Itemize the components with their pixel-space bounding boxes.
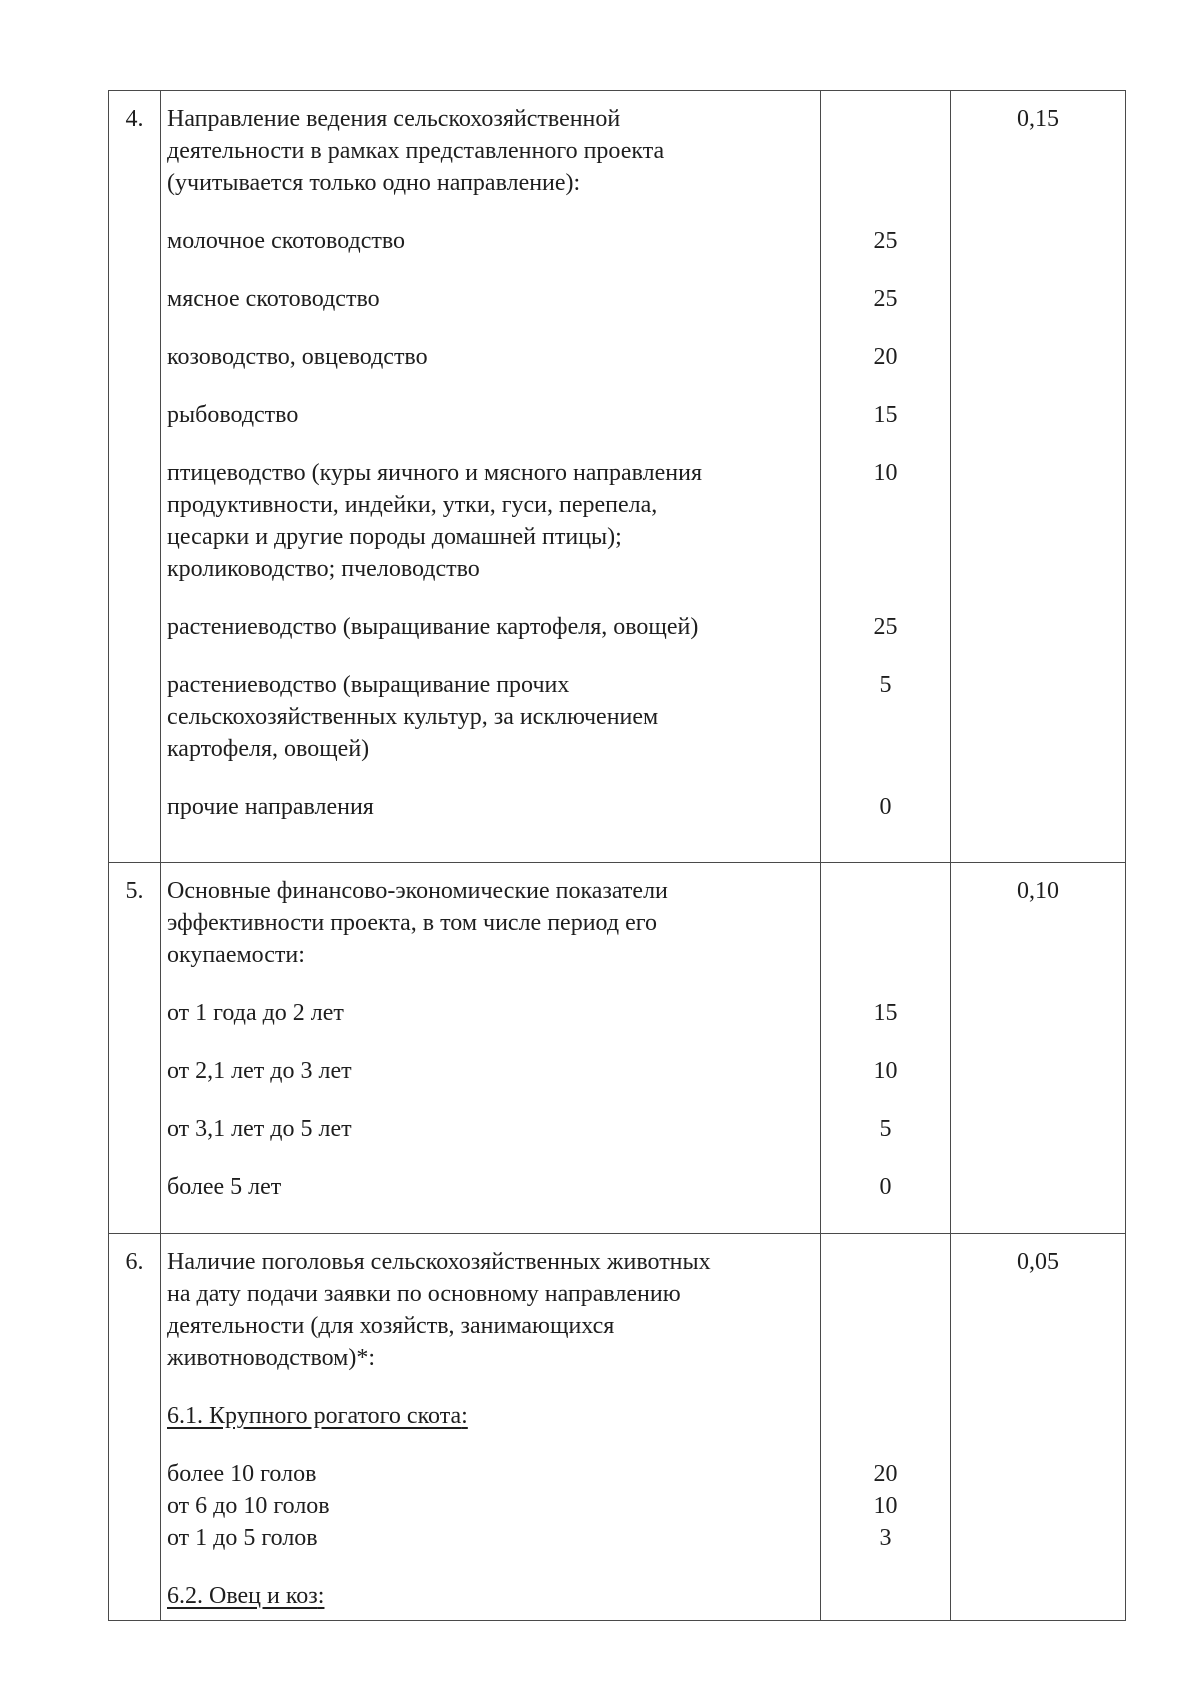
subsection-title: 6.1. Крупного рогатого скота: [167, 1403, 462, 1429]
option-score: 25: [873, 286, 898, 312]
criterion-heading-line: Направление ведения сельскохозяйственной: [167, 106, 621, 132]
row-number: 6.: [109, 1234, 161, 1621]
criterion-heading-line: Наличие поголовья сельскохозяйственных животных: [167, 1249, 711, 1275]
criterion-weight: 0,05: [951, 1234, 1126, 1621]
subsection-heading: [167, 1400, 812, 1432]
option-text: цесарки и другие породы домашней птицы);: [167, 524, 622, 550]
option-score: 25: [873, 614, 898, 640]
option-text: кролиководство; пчеловодство: [167, 556, 480, 582]
criterion-heading-line: окупаемости:: [167, 942, 305, 968]
option-text: от 6 до 10 голов: [167, 1493, 330, 1519]
criterion-row-4: [109, 91, 1126, 863]
option-text: от 1 года до 2 лет: [167, 1000, 344, 1026]
subsection-title: 6.2. Овец и коз: [167, 1583, 318, 1609]
option-score: 25: [873, 228, 898, 254]
subsection-colon: :: [317, 1583, 325, 1609]
criterion-weight: 0,15: [951, 91, 1126, 863]
option-score: 10: [873, 460, 898, 486]
criterion-heading-line: животноводством)*:: [167, 1345, 375, 1371]
option-score: 3: [879, 1525, 892, 1551]
option-text: от 3,1 лет до 5 лет: [167, 1116, 352, 1142]
criterion-heading-line: деятельности в рамках представленного проекта: [167, 138, 665, 164]
criterion-heading-line: деятельности (для хозяйств, занимающихся: [167, 1313, 615, 1339]
option-score: 0: [879, 794, 892, 820]
criterion-text: [161, 91, 821, 863]
criterion-heading-line: эффективности проекта, в том числе период его: [167, 910, 657, 936]
option-text: картофеля, овощей): [167, 736, 370, 762]
row-number: 4.: [109, 91, 161, 863]
criterion-weight: 0,10: [951, 863, 1126, 1234]
option-text: мясное скотоводство: [167, 286, 380, 312]
option-text: от 2,1 лет до 3 лет: [167, 1058, 352, 1084]
option-score: 10: [873, 1058, 898, 1084]
subsection-heading: [167, 1580, 812, 1612]
row-number: 5.: [109, 863, 161, 1234]
criteria-table: [108, 90, 1126, 1621]
criterion-row-6: [109, 1234, 1126, 1621]
option-score: 20: [873, 344, 898, 370]
option-text: продуктивности, индейки, утки, гуси, перепела,: [167, 492, 658, 518]
option-text: от 1 до 5 голов: [167, 1525, 318, 1551]
option-score: 10: [873, 1493, 898, 1519]
option-text: козоводство, овцеводство: [167, 344, 428, 370]
option-text: сельскохозяйственных культур, за исключением: [167, 704, 659, 730]
score-column: [821, 91, 951, 863]
score-column: [821, 863, 951, 1234]
option-score: 5: [879, 1116, 892, 1142]
option-text: птицеводство (куры яичного и мясного направления: [167, 460, 703, 486]
criterion-row-5: [109, 863, 1126, 1234]
criterion-heading-line: (учитывается только одно направление):: [167, 170, 581, 196]
option-score: 0: [879, 1174, 892, 1200]
option-score: 15: [873, 1000, 898, 1026]
option-text: молочное скотоводство: [167, 228, 406, 254]
option-text: растениеводство (выращивание картофеля, овощей): [167, 614, 699, 640]
option-score: 5: [879, 672, 892, 698]
option-text: более 10 голов: [167, 1461, 317, 1487]
option-text: более 5 лет: [167, 1174, 282, 1200]
criterion-heading-line: на дату подачи заявки по основному направлению: [167, 1281, 681, 1307]
option-text: растениеводство (выращивание прочих: [167, 672, 570, 698]
criterion-text: [161, 1234, 821, 1621]
subsection-colon: :: [461, 1403, 468, 1429]
criterion-text: [161, 863, 821, 1234]
score-column: [821, 1234, 951, 1621]
option-score: 15: [873, 402, 898, 428]
option-score: 20: [873, 1461, 898, 1487]
criterion-heading-line: Основные финансово-экономические показатели: [167, 878, 668, 904]
option-text: рыбоводство: [167, 402, 299, 428]
option-text: прочие направления: [167, 794, 374, 820]
